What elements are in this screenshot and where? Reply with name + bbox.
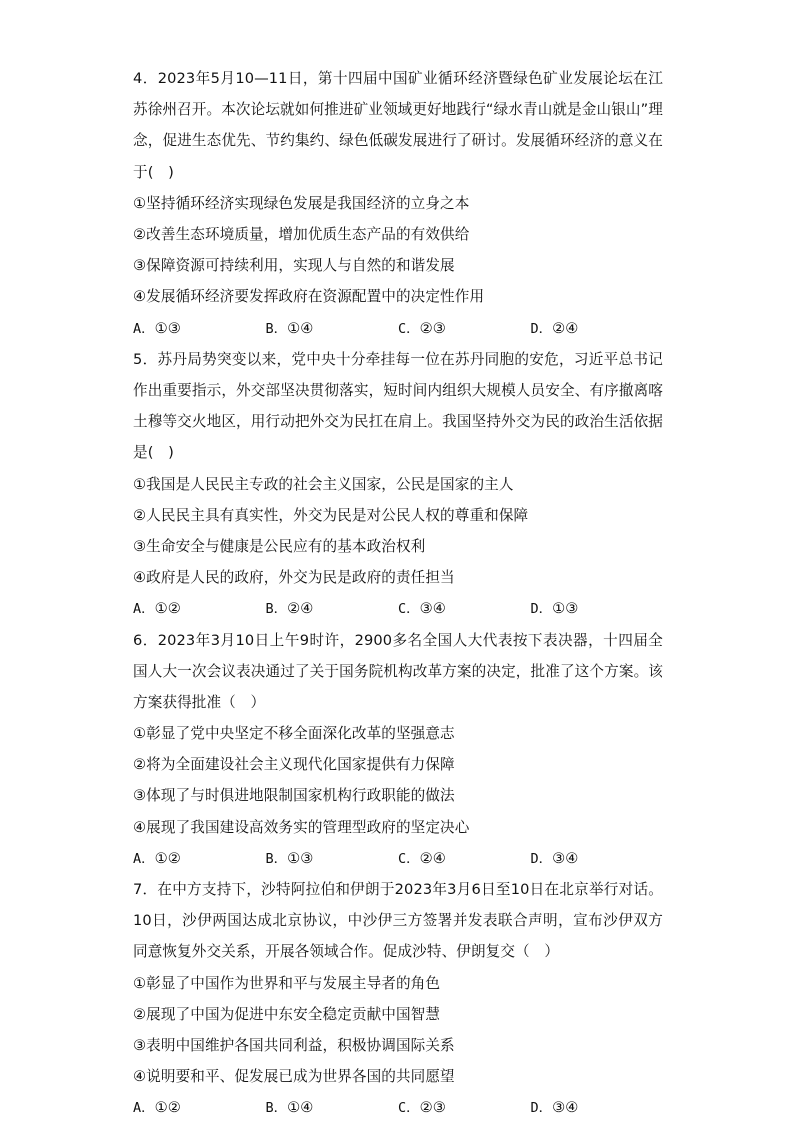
choice-item-3: ③表明中国维护各国共同利益，积极协调国际关系: [133, 1037, 455, 1055]
option-a[interactable]: A．①②: [133, 1099, 181, 1117]
option-d[interactable]: D．③④: [530, 1099, 579, 1117]
choice-item-4: ④发展循环经济要发挥政府在资源配置中的决定性作用: [133, 288, 485, 306]
choice-item-2: ②人民民主具有真实性，外交为民是对公民人权的尊重和保障: [133, 506, 529, 524]
answer-options: [133, 843, 663, 874]
option-c[interactable]: C．③④: [398, 600, 446, 618]
option-c[interactable]: C．②③: [398, 319, 446, 337]
question-stem: 6．2023年3月10日上午9时许，2900多名全国人大代表按下表决器，十四届全国人大一次会议表决通过了关于国务院机构改革方案的决定，批准了这个方案。该方案获得批准（ ）: [133, 631, 663, 711]
question-number: 7．: [133, 881, 158, 899]
choice-item-1: ①彰显了党中央坚定不移全面深化改革的坚强意志: [133, 725, 455, 743]
choice-item-1: ①彰显了中国作为世界和平与发展主导者的角色: [133, 974, 441, 992]
option-d[interactable]: D．②④: [530, 319, 579, 337]
choice-item-3: ③体现了与时俱进地限制国家机构行政职能的做法: [133, 787, 455, 805]
option-d[interactable]: D．①③: [530, 600, 579, 618]
question-number: 6．: [133, 631, 158, 649]
choice-item-1: ①坚持循环经济实现绿色发展是我国经济的立身之本: [133, 194, 470, 212]
option-b[interactable]: B．①③: [265, 849, 314, 867]
question-number: 4．: [133, 70, 158, 87]
choice-item-3: ③生命安全与健康是公民应有的基本政治权利: [133, 537, 426, 555]
option-b[interactable]: B．②④: [265, 600, 314, 618]
choice-item-4: ④说明要和平、促发展已成为世界各国的共同愿望: [133, 1068, 455, 1086]
question-6: [133, 625, 663, 875]
choice-item-2: ②改善生态环境质量，增加优质生态产品的有效供给: [133, 226, 470, 243]
choice-item-4: ④政府是人民的政府，外交为民是政府的责任担当: [133, 569, 455, 587]
choice-item-2: ②展现了中国为促进中东安全稳定贡献中国智慧: [133, 1005, 441, 1023]
choice-item-1: ①我国是人民民主专政的社会主义国家，公民是国家的主人: [133, 475, 514, 493]
option-b[interactable]: B．①④: [265, 319, 314, 337]
option-c[interactable]: C．②④: [398, 849, 446, 867]
answer-options: [133, 593, 663, 624]
option-c[interactable]: C．②③: [398, 1099, 446, 1117]
question-5: [133, 344, 663, 625]
question-stem: 4．2023年5月10—11日，第十四届中国矿业循环经济暨绿色矿业发展论坛在江苏徐州召开。本次论坛就如何推进矿业领域更好地践行“绿水青山就是金山银山”理念，促进生态优先、节约集约、绿色低碳发展进行了研讨。发展循环经济的意义在于( ): [133, 70, 663, 181]
choice-item-3: ③保障资源可持续利用，实现人与自然的和谐发展: [133, 257, 455, 275]
option-a[interactable]: A．①③: [133, 319, 181, 337]
option-b[interactable]: B．①④: [265, 1099, 314, 1117]
answer-options: [133, 313, 663, 344]
option-a[interactable]: A．①②: [133, 849, 181, 867]
choice-item-2: ②将为全面建设社会主义现代化国家提供有力保障: [133, 756, 455, 774]
option-d[interactable]: D．③④: [530, 849, 579, 867]
question-stem: 5．苏丹局势突变以来，党中央十分牵挂每一位在苏丹同胞的安危，习近平总书记作出重要指示，外交部坚决贯彻落实，短时间内组织大规模人员安全、有序撤离喀土穆等交火地区，用行动把外交为民扛在肩上。我国坚持外交为民的政治生活依据是( ): [133, 350, 663, 462]
option-a[interactable]: A．①②: [133, 600, 181, 618]
question-7: [133, 874, 663, 1124]
question-number: 5．: [133, 350, 158, 368]
choice-item-4: ④展现了我国建设高效务实的管理型政府的坚定决心: [133, 818, 470, 836]
exam-page: [133, 63, 663, 1124]
question-4: [133, 63, 663, 344]
question-stem: 7．在中方支持下，沙特阿拉伯和伊朗于2023年3月6日至10日在北京举行对话。10日，沙伊两国达成北京协议，中沙伊三方签署并发表联合声明，宣布沙伊双方同意恢复外交关系，开展各领域合作。促成沙特、伊朗复交（ ）: [133, 881, 663, 961]
answer-options: [133, 1092, 663, 1123]
